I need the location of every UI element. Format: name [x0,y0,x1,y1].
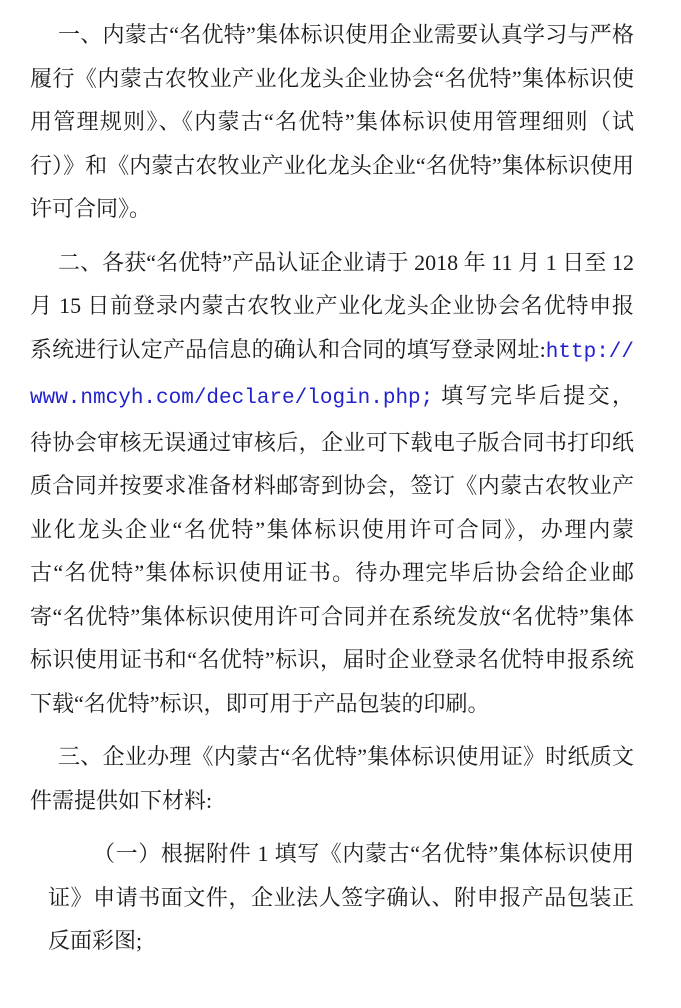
paragraph-3-materials-intro: 三、企业办理《内蒙古“名优特”集体标识使用证》时纸质文件需提供如下材料: [30,744,634,813]
paragraph-1-learning-requirements: 一、内蒙古“名优特”集体标识使用企业需要认真学习与严格履行《内蒙古农牧业产业化龙头企业协会“名优特”集体标识使用管理规则》、《内蒙古“名优特”集体标识使用管理细则（试行）》和《内蒙古农牧业产业化龙头企业“名优特”集体标识使用许可合同》。 [30,22,634,221]
paragraph-2-declaration-process [30,241,634,726]
paragraph-2-text-after-link: 填写完毕后提交，待协会审核无误通过审核后，企业可下载电子版合同书打印纸质合同并按要求准备材料邮寄到协会，签订《内蒙古农牧业产业化龙头企业“名优特”集体标识使用许可合同》，办理内蒙古“名优特”集体标识使用证书。待办理完毕后协会给企业邮寄“名优特”集体标识使用许可合同并在系统发放“名优特”集体标识使用证书和“名优特”标识，届时企业登录名优特申报系统下载“名优特”标识，即可用于产品包装的印刷。 [30,383,634,716]
paragraph-2-text-before-link: 二、各获“名优特”产品认证企业请于 2018 年 11 月 1 日至 12 月 15 日前登录内蒙古农牧业产业化龙头企业协会名优特申报系统进行认定产品信息的确认和合同的填写登录网址: [30,249,634,362]
declare-login-url-link[interactable]: http://www.nmcyh.com/declare/login.php; [30,340,634,410]
paragraph-4-list-item-one: （一）根据附件 1 填写《内蒙古“名优特”集体标识使用证》申请书面文件，企业法人签字确认、附申报产品包装正反面彩图; [48,841,634,953]
